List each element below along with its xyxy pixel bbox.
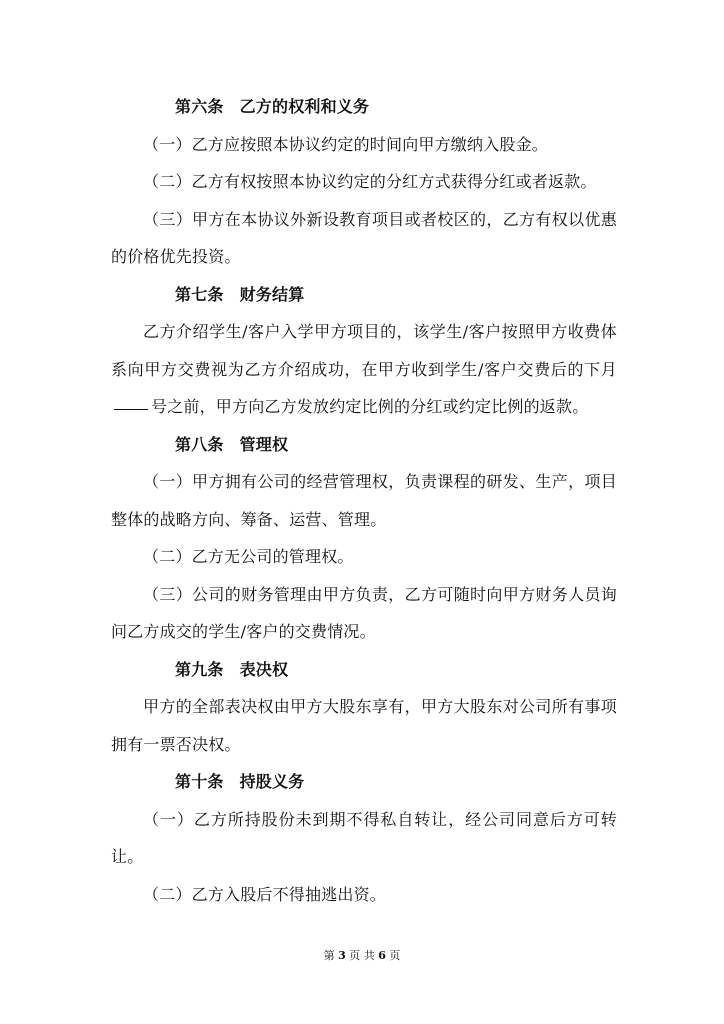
article-8-item-2: （二）乙方无公司的管理权。: [143, 547, 354, 566]
article-8-heading: [111, 426, 617, 464]
footer-middle: 页 共: [349, 949, 375, 962]
article-9-paragraph: 甲方的全部表决权由甲方大股东享有，甲方大股东对公司所有事项拥有一票否决权。: [111, 697, 617, 754]
article-8-item-3: （三）公司的财务管理由甲方负责，乙方可随时向甲方财务人员询问乙方成交的学生/客户的交费情况。: [111, 584, 617, 641]
article-9-title: 表决权: [239, 659, 289, 679]
article-10-number: 第十条: [175, 772, 224, 791]
article-8-number: 第八条: [175, 434, 224, 454]
footer-suffix: 页: [389, 949, 401, 962]
total-pages-number: 6: [378, 949, 386, 962]
article-7-text-before-blank: 乙方介绍学生/客户入学甲方项目的，该学生/客户按照甲方收费体系向甲方交费视为乙方介绍成功，在甲方收到学生/客户交费后的下月: [111, 322, 617, 379]
article-6-number: 第六条: [175, 97, 224, 116]
article-6-item-3: （三）甲方在本协议外新设教育项目或者校区的，乙方有权以优惠的价格优先投资。: [111, 209, 617, 266]
article-7-text-after-blank: 号之前，甲方向乙方发放约定比例的分红或约定比例的返款。: [151, 397, 589, 416]
article-7-title: 财务结算: [239, 284, 305, 304]
article-10-item-1: （一）乙方所持股份未到期不得私自转让，经公司同意后方可转让。: [111, 809, 617, 866]
footer-prefix: 第: [323, 949, 335, 962]
article-9-heading: [111, 651, 617, 689]
article-6-heading: [111, 88, 617, 126]
article-10-title: 持股义务: [239, 772, 305, 791]
article-8-item-1: （一）甲方拥有公司的经营管理权，负责课程的研发、生产，项目整体的战略方向、筹备、运营、管理。: [111, 472, 617, 529]
page-footer: [0, 948, 724, 964]
article-9-number: 第九条: [175, 659, 224, 679]
article-10-item-2: （二）乙方入股后不得抽逃出资。: [143, 884, 387, 904]
article-6-title: 乙方的权利和义务: [239, 97, 370, 116]
article-7-number: 第七条: [175, 284, 224, 304]
document-body: [111, 88, 617, 913]
current-page-number: 3: [338, 949, 346, 962]
fill-in-blank-line: [114, 409, 148, 410]
article-6-item-2: （二）乙方有权按照本协议约定的分红方式获得分红或者返款。: [143, 172, 597, 191]
article-6-item-1: （一）乙方应按照本协议约定的时间向甲方缴纳入股金。: [143, 134, 549, 154]
article-8-title: 管理权: [239, 434, 289, 454]
article-7-paragraph: [111, 313, 617, 426]
article-7-heading: [111, 276, 617, 314]
article-10-heading: [111, 763, 617, 801]
